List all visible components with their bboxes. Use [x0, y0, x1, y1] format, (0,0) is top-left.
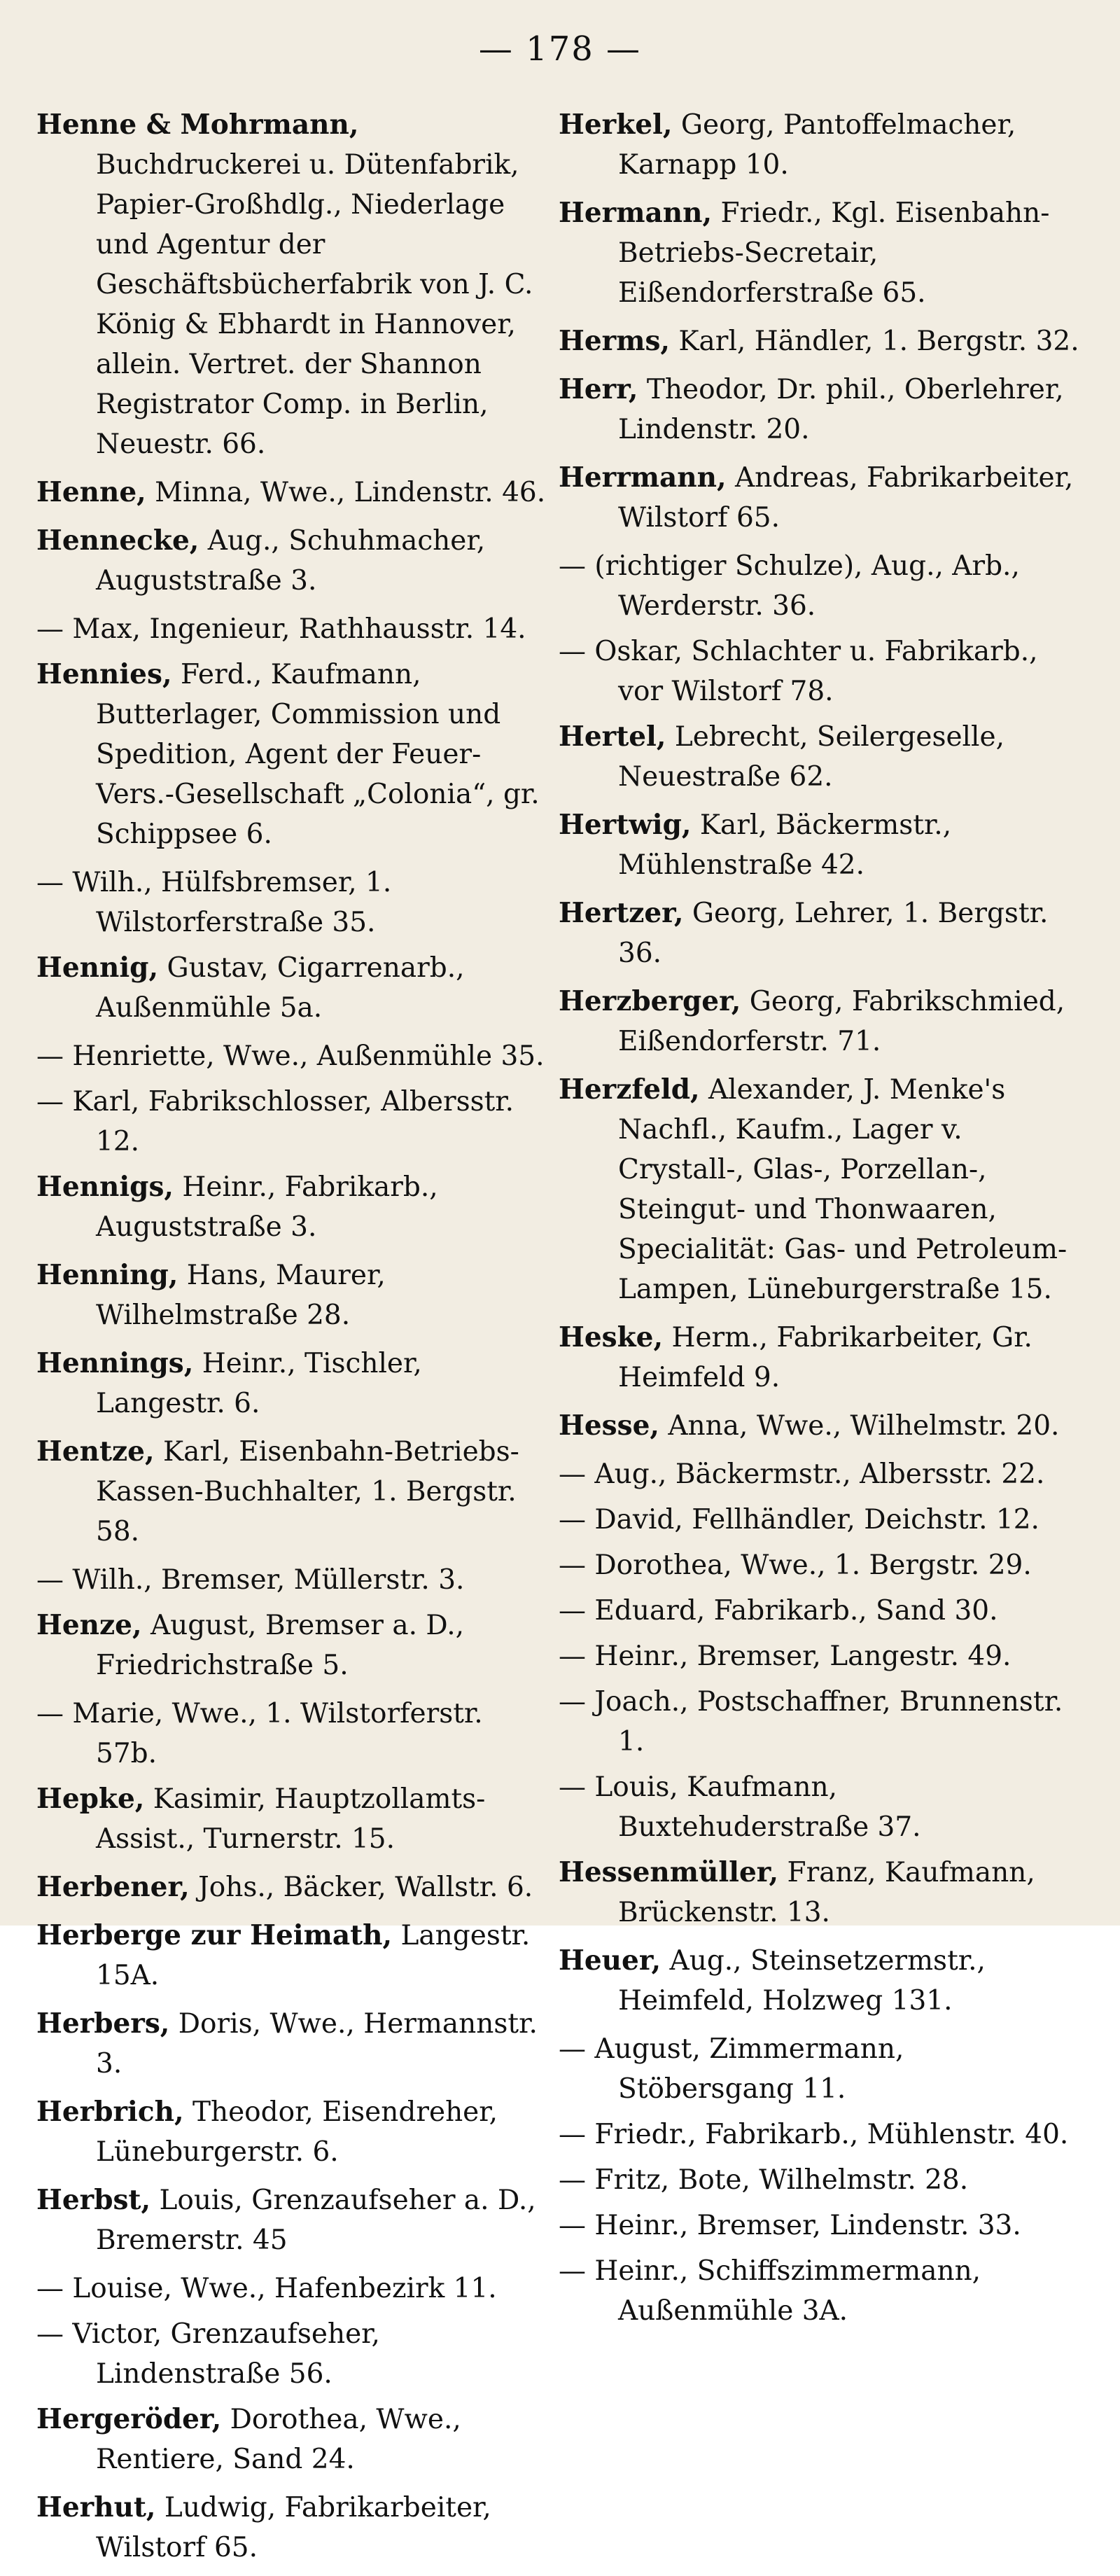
entry-details: Louis, Grenzaufseher a. D., Bremerstr. 45	[96, 2185, 536, 2256]
directory-entry	[559, 2206, 1085, 2246]
entry-name: Hennigs,	[36, 1171, 174, 1203]
directory-entry	[559, 1406, 1085, 1446]
entry-name: —	[559, 2210, 586, 2241]
entry-details: Langestr. 15A.	[96, 1920, 531, 1991]
entry-name: —	[559, 550, 586, 582]
directory-entry	[559, 2115, 1085, 2154]
entry-name: —	[559, 1595, 586, 1627]
entry-name: —	[559, 636, 586, 667]
entry-name: Henne,	[36, 476, 146, 508]
entry-details: Fritz, Bote, Wilhelmstr. 28.	[594, 2164, 969, 2196]
entry-details: Georg, Pantoffelmacher, Karnapp 10.	[618, 109, 1016, 181]
directory-entry	[36, 2269, 547, 2309]
directory-entry	[36, 1344, 547, 1423]
directory-entry	[36, 1082, 547, 1162]
entry-details: Friedr., Fabrikarb., Mühlenstr. 40.	[594, 2119, 1069, 2150]
entry-details: Dorothea, Wwe., Rentiere, Sand 24.	[96, 2404, 461, 2475]
directory-entry	[36, 2314, 547, 2394]
entry-name: Herbst,	[36, 2184, 151, 2216]
entry-details: Karl, Händler, 1. Bergstr. 32.	[678, 326, 1079, 357]
entry-name: Hertel,	[559, 720, 666, 753]
directory-entry	[36, 105, 547, 464]
entry-details: Minna, Wwe., Lindenstr. 46.	[155, 477, 546, 508]
directory-entry	[36, 1867, 547, 1907]
entry-name: —	[559, 1504, 586, 1536]
page-number: — 178 —	[478, 29, 642, 69]
entry-name: —	[36, 613, 64, 645]
entry-details: Karl, Fabrikschlosser, Albersstr. 12.	[72, 1086, 514, 1157]
directory-entry	[36, 2180, 547, 2260]
entry-details: Aug., Schuhmacher, Auguststraße 3.	[96, 525, 486, 597]
directory-entry	[36, 1036, 547, 1076]
entry-details: Aug., Bäckermstr., Albersstr. 22.	[594, 1458, 1045, 1490]
entry-name: Hertwig,	[559, 809, 692, 841]
entry-details: Kasimir, Hauptzollamts-Assist., Turnerstr. 15.	[96, 1783, 486, 1855]
entry-name: —	[559, 2119, 586, 2150]
entry-name: —	[36, 2318, 64, 2350]
directory-entry	[559, 805, 1085, 885]
entry-details: Victor, Grenzaufseher, Lindenstraße 56.	[72, 2318, 380, 2390]
directory-entry	[559, 1500, 1085, 1540]
directory-entry	[36, 2004, 547, 2084]
directory-entry	[559, 1591, 1085, 1631]
entry-name: Herhut,	[36, 2491, 156, 2523]
entry-name: Henning,	[36, 1259, 178, 1291]
directory-entry	[559, 2251, 1085, 2331]
entry-details: Gustav, Cigarrenarb., Außenmühle 5a.	[96, 952, 465, 1024]
entry-details: Heinr., Bremser, Lindenstr. 33.	[594, 2210, 1021, 2241]
directory-entry	[36, 1255, 547, 1335]
entry-details: David, Fellhändler, Deichstr. 12.	[594, 1504, 1040, 1536]
entry-name: Hepke,	[36, 1783, 145, 1815]
entry-name: Hesse,	[559, 1409, 659, 1442]
entry-details: Ludwig, Fabrikarbeiter, Wilstorf 65.	[96, 2492, 491, 2563]
entry-name: —	[36, 1086, 64, 1118]
entry-name: Hergeröder,	[36, 2403, 222, 2435]
entry-name: Hentze,	[36, 1435, 155, 1468]
directory-entry	[559, 105, 1085, 185]
directory-entry	[559, 1853, 1085, 1933]
directory-entry	[559, 370, 1085, 450]
entry-name: Hennecke,	[36, 524, 200, 557]
directory-entry	[559, 546, 1085, 626]
entry-details: Lebrecht, Seilergeselle, Neuestraße 62.	[618, 721, 1004, 793]
entry-name: Herzfeld,	[559, 1073, 700, 1106]
entry-name: Herkel,	[559, 109, 673, 141]
directory-entry	[559, 321, 1085, 361]
directory-entry	[36, 1606, 547, 1685]
directory-entry	[559, 1454, 1085, 1494]
directory-entry	[559, 982, 1085, 1061]
entry-details: Hans, Maurer, Wilhelmstraße 28.	[96, 1260, 386, 1331]
right-column	[559, 105, 1085, 2337]
entry-details: Marie, Wwe., 1. Wilstorferstr. 57b.	[72, 1698, 483, 1769]
entry-name: Herbrich,	[36, 2096, 184, 2128]
directory-entry	[559, 2160, 1085, 2200]
entry-name: Hermann,	[559, 197, 713, 229]
entry-details: (richtiger Schulze), Aug., Arb., Werderstr. 36.	[594, 550, 1020, 622]
entry-name: Heuer,	[559, 1944, 662, 1977]
directory-entry	[36, 473, 547, 513]
directory-entry	[559, 1767, 1085, 1847]
entry-name: —	[559, 2164, 586, 2196]
entry-details: Friedr., Kgl. Eisenbahn-Betriebs-Secretair, Eißendorferstraße 65.	[618, 197, 1050, 309]
entry-name: —	[559, 1771, 586, 1803]
entry-details: Wilh., Hülfsbremser, 1. Wilstorferstraße 35.	[72, 867, 392, 938]
entry-name: —	[559, 2033, 586, 2065]
entry-details: Karl, Bäckermstr., Mühlenstraße 42.	[618, 809, 952, 881]
entry-details: Louise, Wwe., Hafenbezirk 11.	[72, 2273, 497, 2304]
entry-name: Herrmann,	[559, 461, 727, 494]
entry-details: Louis, Kaufmann, Buxtehuderstraße 37.	[594, 1771, 921, 1843]
directory-entry	[559, 2029, 1085, 2109]
directory-entry	[559, 1941, 1085, 2021]
entry-details: Henriette, Wwe., Außenmühle 35.	[72, 1040, 545, 1072]
entry-details: Ferd., Kaufmann, Butterlager, Commission und Spedition, Agent der Feuer-Vers.-Gesellschaft „Colonia“, gr. Schippsee 6.	[96, 659, 540, 850]
directory-entry	[36, 2400, 547, 2479]
entry-name: Herberge zur Heimath,	[36, 1919, 393, 1951]
directory-entry	[36, 1779, 547, 1859]
entry-name: Herzberger,	[559, 985, 741, 1017]
entry-name: Herms,	[559, 325, 671, 357]
entry-name: Hessenmüller,	[559, 1856, 779, 1888]
entry-name: —	[36, 1698, 64, 1729]
entry-name: —	[559, 1641, 586, 1672]
entry-name: —	[36, 2273, 64, 2304]
directory-entry	[36, 1694, 547, 1774]
entry-name: Hennig,	[36, 952, 159, 984]
directory-entry	[559, 458, 1085, 538]
directory-entry	[36, 609, 547, 649]
entry-details: Oskar, Schlachter u. Fabrikarb., vor Wilstorf 78.	[594, 636, 1038, 707]
entry-details: Wilh., Bremser, Müllerstr. 3.	[72, 1564, 465, 1596]
directory-entry	[36, 521, 547, 601]
entry-details: Karl, Eisenbahn-Betriebs-Kassen-Buchhalter, 1. Bergstr. 58.	[96, 1436, 519, 1547]
directory-entry	[559, 1682, 1085, 1762]
entry-details: Max, Ingenieur, Rathhausstr. 14.	[72, 613, 526, 645]
entry-name: —	[36, 1040, 64, 1072]
entry-details: Eduard, Fabrikarb., Sand 30.	[594, 1595, 998, 1627]
entry-name: Herr,	[559, 373, 638, 405]
entry-details: Dorothea, Wwe., 1. Bergstr. 29.	[594, 1550, 1032, 1581]
entry-details: Theodor, Eisendreher, Lüneburgerstr. 6.	[96, 2096, 498, 2168]
entry-name: Herbers,	[36, 2007, 170, 2040]
entry-details: Buchdruckerei u. Dütenfabrik, Papier-Großhdlg., Niederlage und Agentur der Geschäftsbücherfabrik von J. C. König & Ebhardt in Hannover, allein. Vertret. der Shannon Registrator Comp. in Berlin, Neuestr. 66.	[96, 149, 533, 460]
entry-details: Theodor, Dr. phil., Oberlehrer, Lindenstr. 20.	[618, 374, 1064, 445]
entry-name: —	[559, 1458, 586, 1490]
entry-name: —	[36, 867, 64, 898]
entry-details: Heinr., Tischler, Langestr. 6.	[96, 1348, 422, 1419]
entry-details: August, Zimmermann, Stöbersgang 11.	[594, 2033, 904, 2105]
directory-entry	[559, 717, 1085, 797]
directory-entry	[36, 1916, 547, 1996]
entry-details: Aug., Steinsetzermstr., Heimfeld, Holzweg 131.	[618, 1945, 986, 2017]
directory-entry	[36, 948, 547, 1028]
directory-entry	[559, 1070, 1085, 1309]
directory-entry	[36, 1432, 547, 1552]
entry-name: Hertzer,	[559, 897, 684, 929]
entry-name: Hennies,	[36, 658, 172, 690]
directory-entry	[559, 1545, 1085, 1585]
entry-name: Herbener,	[36, 1871, 190, 1903]
entry-details: Andreas, Fabrikarbeiter, Wilstorf 65.	[618, 462, 1074, 534]
directory-entry	[559, 193, 1085, 313]
entry-details: August, Bremser a. D., Friedrichstraße 5.	[96, 1610, 465, 1681]
entry-name: Henne & Mohrmann,	[36, 109, 359, 141]
directory-entry	[36, 2092, 547, 2172]
directory-entry	[559, 893, 1085, 973]
entry-details: Heinr., Bremser, Langestr. 49.	[594, 1641, 1011, 1672]
entry-details: Doris, Wwe., Hermannstr. 3.	[96, 2008, 538, 2080]
entry-details: Joach., Postschaffner, Brunnenstr. 1.	[594, 1686, 1063, 1757]
entry-name: Heske,	[559, 1321, 664, 1353]
entry-name: —	[559, 1686, 586, 1718]
directory-entry	[36, 655, 547, 854]
directory-entry	[36, 1167, 547, 1247]
entry-details: Heinr., Fabrikarb., Auguststraße 3.	[96, 1171, 438, 1243]
entry-details: Georg, Lehrer, 1. Bergstr. 36.	[618, 898, 1049, 969]
entry-details: Alexander, J. Menke's Nachfl., Kaufm., Lager v. Crystall-, Glas-, Porzellan-, Steingut- und Thonwaaren, Specialität: Gas- und Petroleum-Lampen, Lüneburgerstraße 15.	[618, 1074, 1068, 1305]
entry-details: Franz, Kaufmann, Brückenstr. 13.	[618, 1857, 1035, 1928]
entry-name: —	[559, 2255, 586, 2287]
entry-name: Henze,	[36, 1609, 142, 1641]
directory-entry	[559, 1636, 1085, 1676]
directory-entry	[36, 863, 547, 942]
entry-details: Georg, Fabrikschmied, Eißendorferstr. 71.	[618, 986, 1065, 1057]
left-column	[36, 105, 547, 2576]
entry-details: Herm., Fabrikarbeiter, Gr. Heimfeld 9.	[618, 1322, 1032, 1393]
directory-entry	[559, 632, 1085, 711]
entry-name: —	[559, 1550, 586, 1581]
entry-details: Johs., Bäcker, Wallstr. 6.	[198, 1872, 533, 1903]
directory-entry	[36, 1560, 547, 1600]
directory-entry	[559, 1318, 1085, 1398]
directory-entry	[36, 2488, 547, 2568]
entry-details: Anna, Wwe., Wilhelmstr. 20.	[668, 1410, 1060, 1442]
entry-name: —	[36, 1564, 64, 1596]
entry-details: Heinr., Schiffszimmermann, Außenmühle 3A.	[594, 2255, 981, 2327]
entry-name: Hennings,	[36, 1347, 194, 1379]
